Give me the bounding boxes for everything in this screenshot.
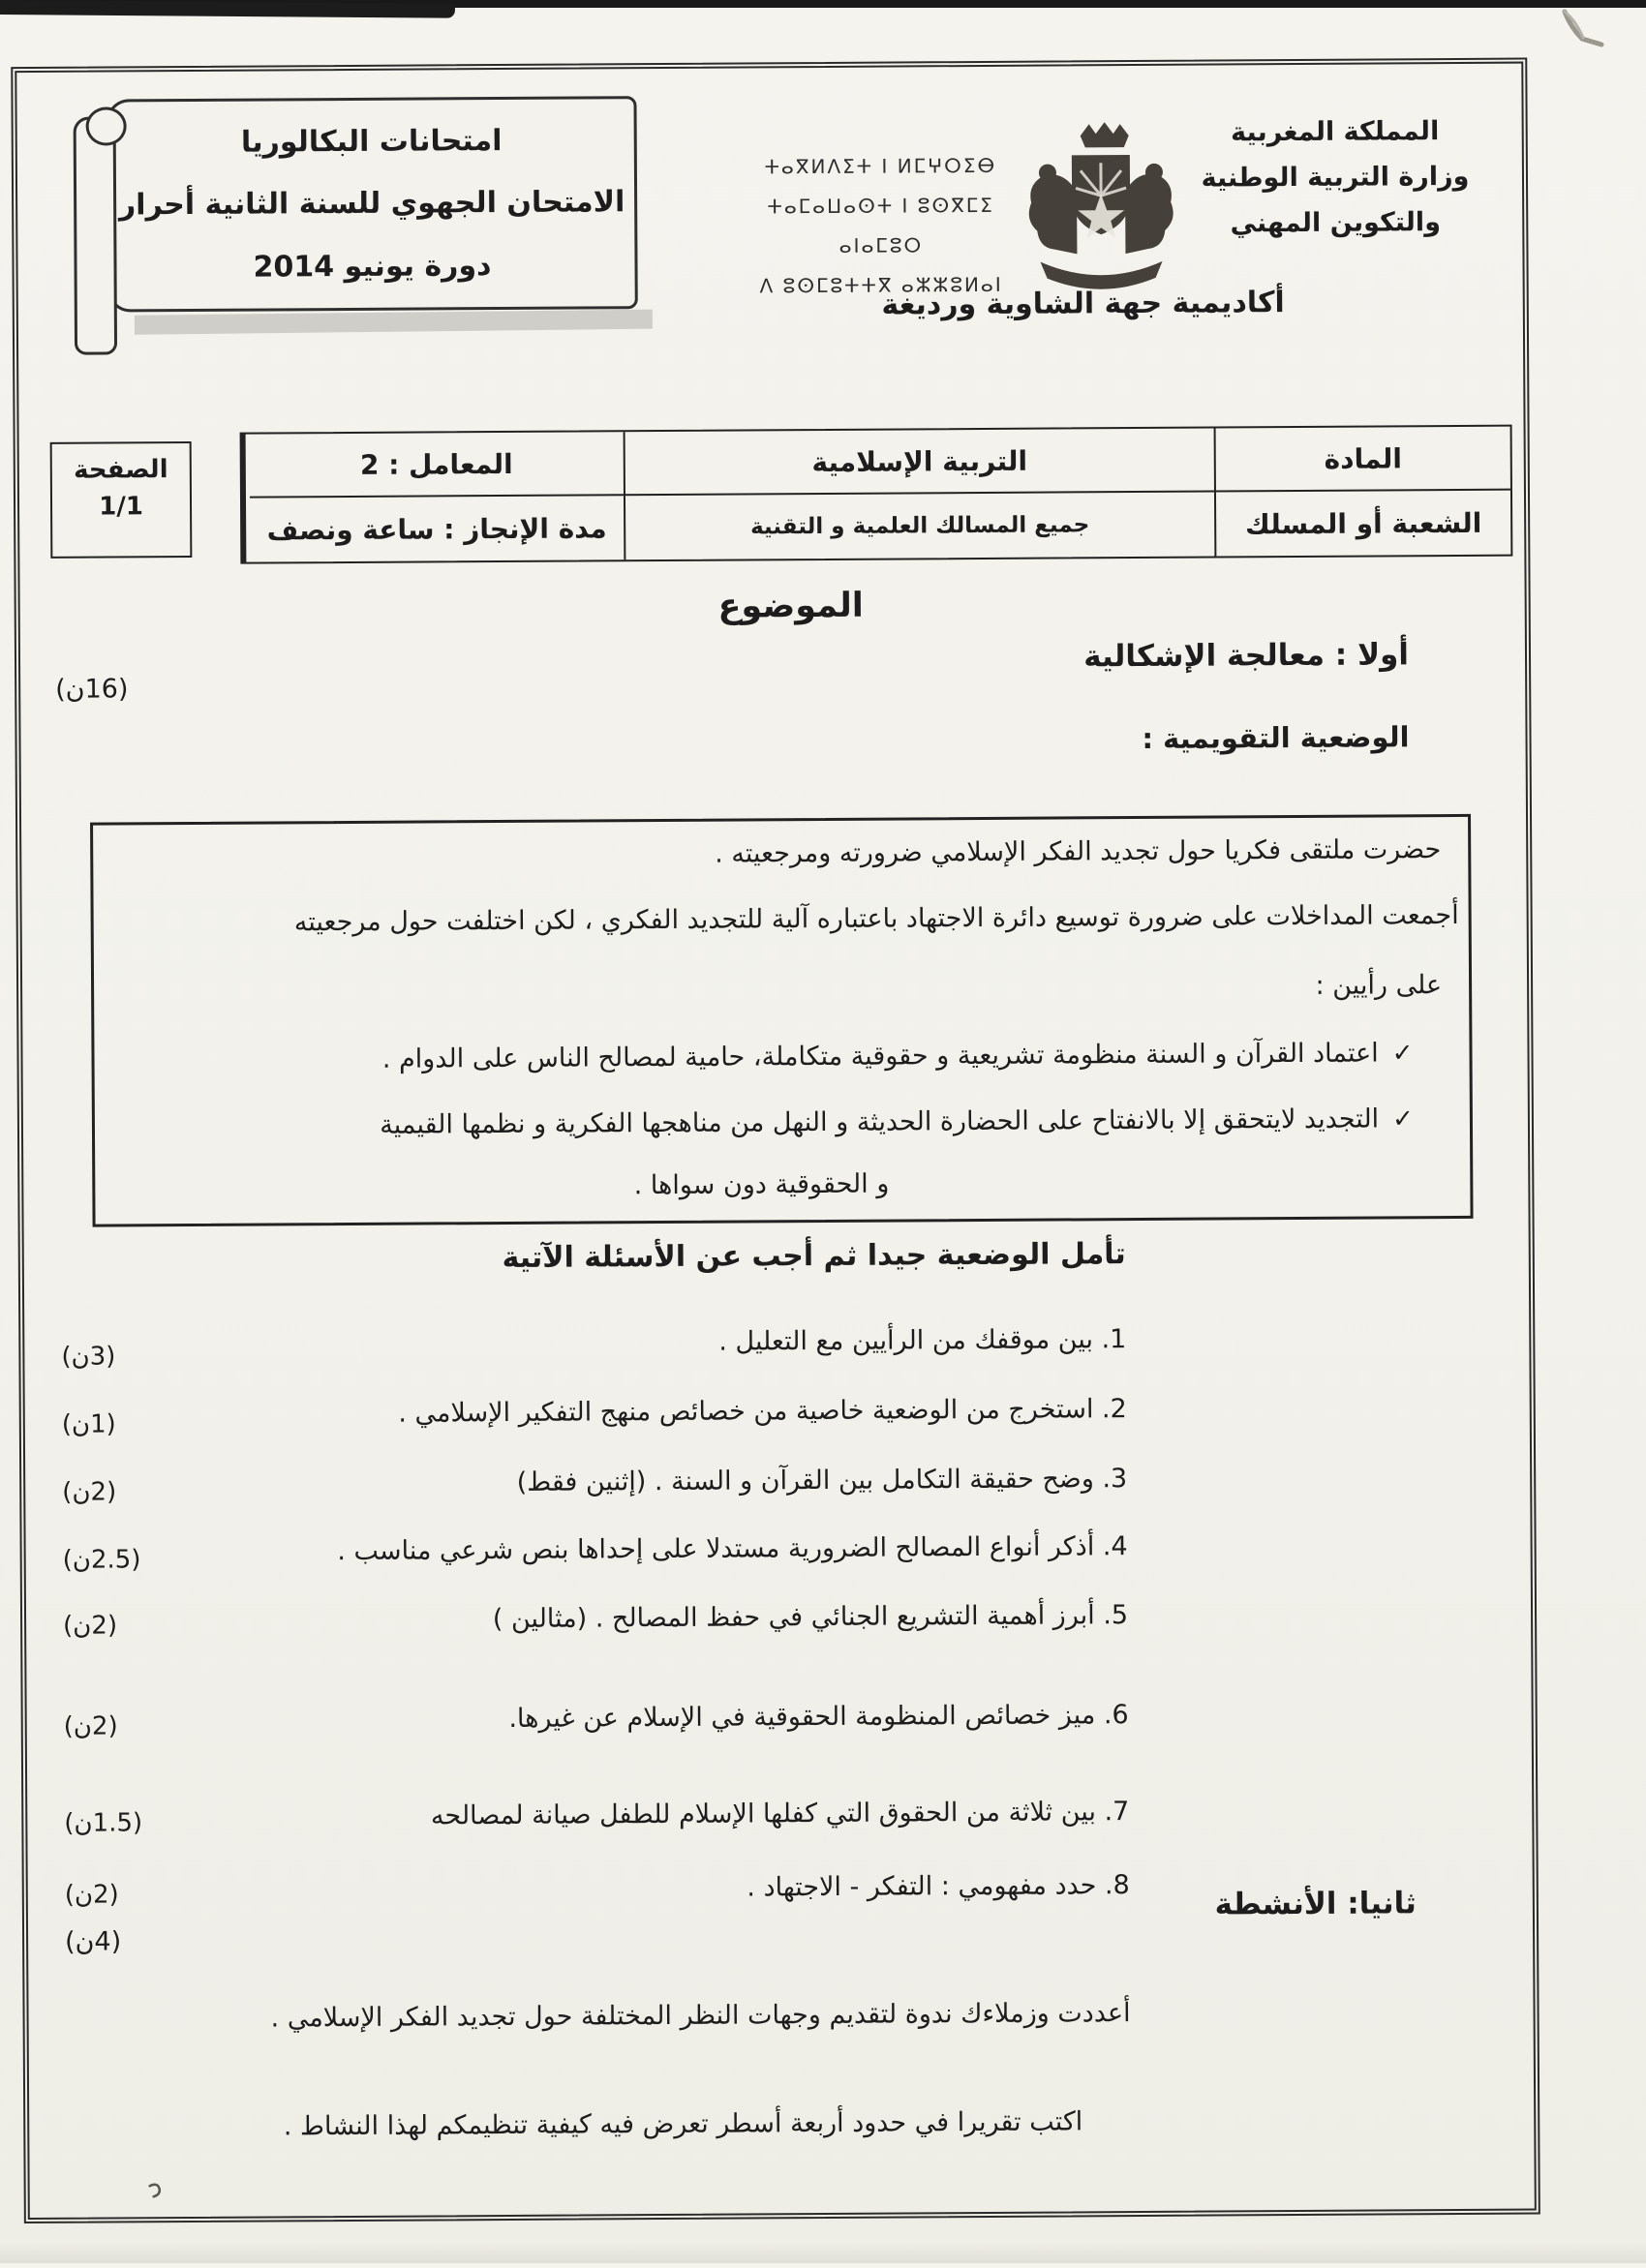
situation-bullet-1 [382,1038,1414,1074]
banner-shadow [135,310,653,335]
question-2-mark: (1ن) [62,1409,116,1438]
ministry-line-kingdom: المملكة المغربية [1175,108,1495,156]
exam-info-table [240,425,1513,564]
question-3-mark: (2ن) [62,1477,116,1506]
page-number-value: 1/1 [52,492,190,522]
situation-bullet-2-text: التجديد لايتحقق إلا بالانفتاح على الحضارة الحديثة و النهل من مناهجها الفكرية و نظمها القيمية [380,1104,1379,1139]
activity-line-1: أعددت وزملاءك ندوة لتقديم وجهات النظر المختلفة حول تجديد الفكر الإسلامي . [271,1998,1131,2033]
situation-bullet-1-text: اعتماد القرآن و السنة منظومة تشريعية و حقوقية متكاملة، حامية لمصالح الناس على الدوام . [382,1038,1379,1074]
situation-paragraph-3: على رأيين : [1315,970,1442,1001]
question-8-mark: (2ن) [65,1880,119,1909]
situation-paragraph-2: أجمعت المداخلات على ضرورة توسيع دائرة الاجتهاد باعتباره آلية للتجديد الفكري ، لكن اختلفت حول مرجعيته [294,900,1459,937]
tifinagh-line-2: ⵜⴰⵎⴰⵡⴰⵙⵜ ⵏ ⵓⵙⴳⵎⵉ ⴰⵏⴰⵎⵓⵔ [738,186,1023,267]
section1-title: أولا : معالجة الإشكالية [1083,637,1409,674]
section1-mark: (16ن) [55,674,128,704]
question-2: 2. استخرج من الوضعية خاصية من خصائص منهج التفكير الإسلامي . [398,1394,1127,1429]
exam-title-banner [73,86,644,342]
banner-scroll-roll [74,116,118,354]
situation-paragraph-1: حضرت ملتقى فكريا حول تجديد الفكر الإسلامي ضرورته ومرجعيته . [715,834,1441,869]
banner-scroll-knob [86,106,127,145]
scan-bottom-smudge [0,2244,1646,2263]
ministry-header [1175,108,1496,247]
question-1: 1. بين موقفك من الرأيين مع التعليل . [718,1324,1126,1357]
question-3: 3. وضح حقيقة التكامل بين القرآن و السنة . (إثنين فقط) [517,1464,1128,1497]
question-6: 6. ميز خصائص المنظومة الحقوقية في الإسلام عن غيرها. [508,1700,1128,1734]
check-icon: ✓ [1392,1039,1414,1068]
subject-title: الموضوع [0,582,1614,630]
banner-line-1: امتحانات البكالوريا [115,123,628,160]
page-number-label: الصفحة [52,455,190,485]
tifinagh-line-1: ⵜⴰⴳⵍⴷⵉⵜ ⵏ ⵍⵎⵖⵔⵉⴱ [738,146,1023,188]
banner-scroll-body [106,96,637,312]
question-6-mark: (2ن) [64,1711,118,1740]
question-7-mark: (1.5ن) [64,1808,142,1837]
banner-line-2: الامتحان الجهوي للسنة الثانية أحرار [115,186,628,223]
activity-line-2: اكتب تقريرا في حدود أربعة أسطر تعرض فيه كيفية تنظيمكم لهذا النشاط . [284,2106,1083,2141]
section2-mark: (4ن) [65,1926,121,1956]
page-number-box [50,441,193,559]
stray-ink-artifact [142,2180,168,2205]
situation-bullet-2-continuation: و الحقوقية دون سواها . [634,1169,890,1201]
academy-name: أكاديمية جهة الشاوية ورديغة [881,286,1285,322]
question-4: 4. أذكر أنواع المصالح الضرورية مستدلا على إحداها بنص شرعي مناسب . [337,1531,1128,1566]
check-icon: ✓ [1392,1104,1414,1134]
cell-duration: مدة الإنجاز : ساعة ونصف [250,496,624,561]
cell-subject-value: التربية الإسلامية [624,429,1214,497]
question-5-mark: (2ن) [63,1611,117,1640]
cell-track-value: جميع المسالك العلمية و التقنية [624,493,1214,560]
banner-line-3: دورة يونيو 2014 [115,248,628,285]
moroccan-coat-of-arms-icon [1022,120,1180,295]
cell-track-header: الشعبة أو المسلك [1214,491,1510,557]
situation-bullet-2 [380,1104,1414,1140]
question-4-mark: (2.5ن) [63,1545,141,1574]
section1-subtitle: الوضعية التقويمية : [1142,720,1409,755]
section2-title: ثانيا: الأنشطة [1214,1886,1417,1921]
question-7: 7. بين ثلاثة من الحقوق التي كفلها الإسلام للطفل صيانة لمصالحه [431,1797,1130,1830]
questions-instruction: تأمل الوضعية جيدا ثم أجب عن الأسئلة الآتية [502,1237,1125,1275]
question-8: 8. حدد مفهومي : التفكر - الاجتهاد . [747,1870,1130,1902]
question-1-mark: (3ن) [61,1342,115,1371]
ministry-line-training: والتكوين المهني [1175,199,1495,247]
tifinagh-header [738,146,1024,307]
tifinagh-line-3: ⴷ ⵓⵙⵎⵓⵜⵜⴳ ⴰⵣⵣⵓⵍⴰⵏ [739,265,1024,307]
cell-coefficient: المعامل : 2 [250,432,624,498]
cell-subject-header: المادة [1214,427,1510,493]
ministry-line-ministry: وزارة التربية الوطنية [1175,154,1495,201]
question-5: 5. أبرز أهمية التشريع الجنائي في حفظ المصالح . (مثالين ) [493,1600,1128,1634]
situation-box [90,814,1474,1227]
